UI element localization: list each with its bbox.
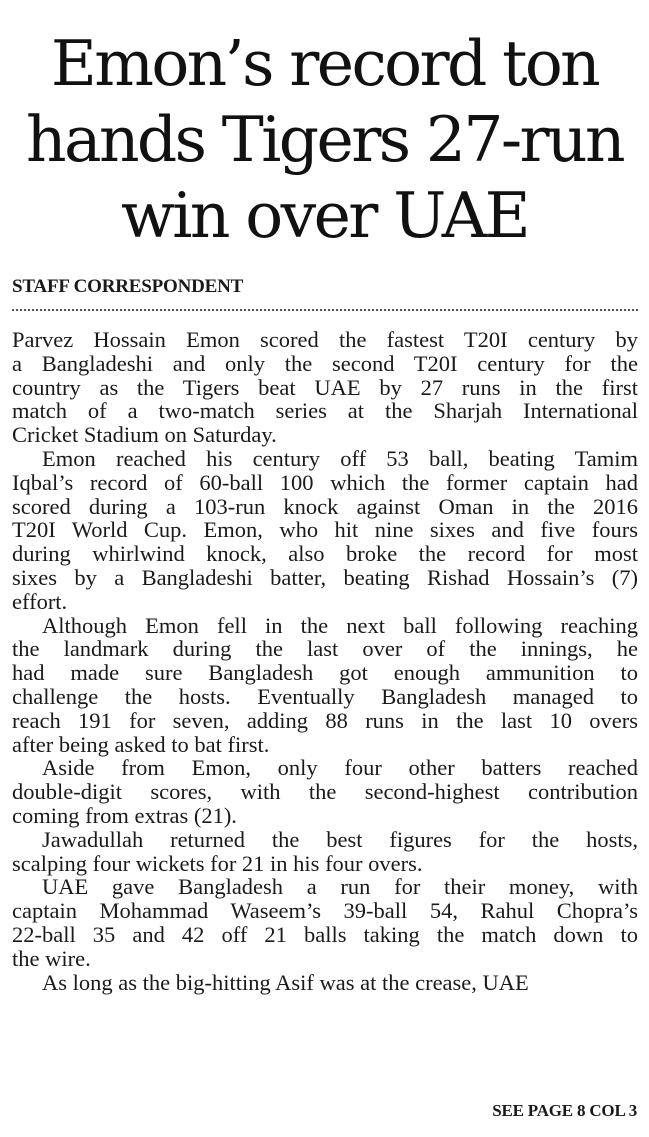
body-line: during whirlwind knock, also broke the record for most (12, 541, 638, 567)
body-line: had made sure Bangladesh got enough ammunition to (12, 660, 638, 686)
body-line: Emon reached his century off 53 ball, beating Tamim (42, 445, 638, 471)
body-line: the landmark during the last over of the innings, he (12, 636, 638, 662)
body-line: scored during a 103-run knock against Oman in the 2016 (12, 493, 638, 519)
body-line: country as the Tigers beat UAE by 27 runs in the first (12, 374, 638, 400)
body-line: 22-ball 35 and 42 off 21 balls taking the match down to (12, 921, 638, 947)
headline-line-1: Emon’s record ton (50, 27, 599, 100)
article-body (12, 328, 638, 994)
body-line: captain Mohammad Waseem’s 39-ball 54, Rahul Chopra’s (12, 898, 638, 924)
body-line: Jawadullah returned the best figures for the hosts, (42, 826, 638, 852)
body-line: Iqbal’s record of 60-ball 100 which the former captain had (12, 469, 638, 495)
headline-line-3: win over UAE (120, 179, 529, 252)
body-line: Aside from Emon, only four other batters reached (42, 755, 638, 781)
headline-line-2: hands Tigers 27-run (26, 103, 623, 176)
body-line: double-digit scores, with the second-highest contribution (12, 779, 638, 805)
body-line: Although Emon fell in the next ball following reaching (42, 612, 638, 638)
body-line: sixes by a Bangladeshi batter, beating Rishad Hossain’s (7) (12, 564, 638, 590)
dotted-divider (12, 309, 638, 311)
body-line: T20I World Cup. Emon, who hit nine sixes and five fours (12, 517, 638, 543)
body-line: UAE gave Bangladesh a run for their money, with (42, 874, 638, 900)
jump-line[interactable]: SEE PAGE 8 COL 3 (492, 1101, 637, 1120)
body-line: Parvez Hossain Emon scored the fastest T20I century by (12, 327, 638, 352)
body-line: scalping four wickets for 21 in his four overs. (12, 850, 423, 876)
body-line: after being asked to bat first. (12, 731, 270, 757)
headline (0, 26, 649, 254)
body-line: As long as the big-hitting Asif was at the crease, UAE (42, 969, 529, 995)
body-line: the wire. (12, 945, 91, 971)
body-line: Cricket Stadium on Saturday. (12, 422, 277, 448)
body-line: reach 191 for seven, adding 88 runs in the last 10 overs (12, 707, 638, 733)
body-line: coming from extras (21). (12, 802, 237, 828)
body-line: challenge the hosts. Eventually Bangladesh managed to (12, 683, 638, 709)
byline: STAFF CORRESPONDENT (12, 276, 244, 297)
body-line: a Bangladeshi and only the second T20I century for the (12, 350, 638, 376)
body-line: match of a two-match series at the Sharjah International (12, 398, 638, 424)
body-line: effort. (12, 588, 68, 614)
